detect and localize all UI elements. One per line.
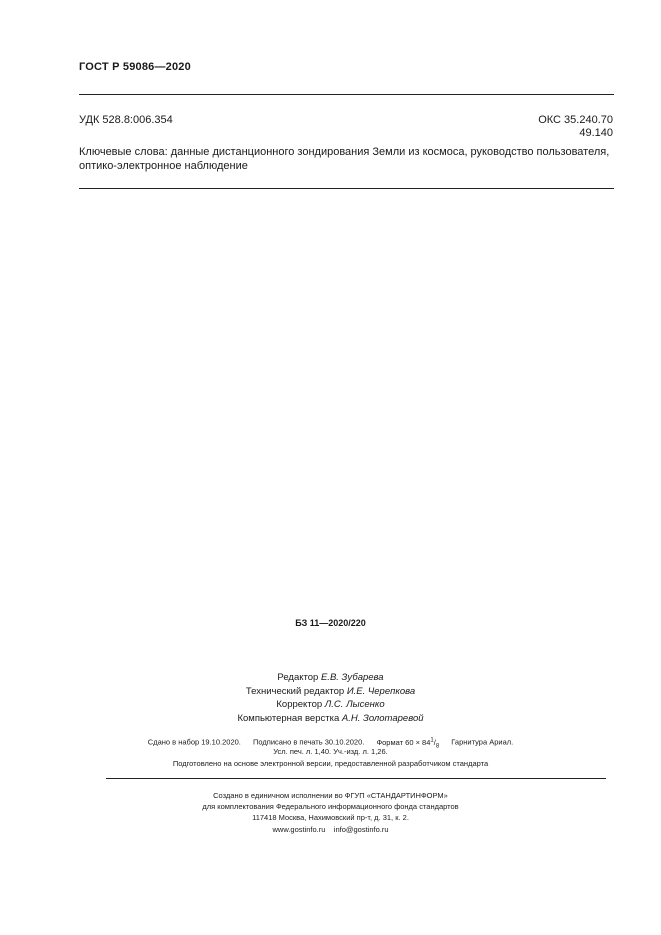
top-divider [79, 94, 614, 95]
print-info-line2 [0, 747, 661, 756]
keywords-divider [79, 188, 614, 189]
credit-tech-editor-name: И.Е. Черепкова [346, 685, 416, 697]
credit-tech-editor-label: Технический редактор [245, 685, 345, 697]
credit-corrector-name: Л.С. Лысенко [324, 699, 385, 711]
standard-code: ГОСТ Р 59086—2020 [79, 61, 191, 73]
credit-editor [0, 671, 661, 685]
format-numerator: 1 [430, 737, 434, 743]
format-prefix: Формат 60 × 84 [376, 737, 431, 747]
credit-corrector-label: Корректор [276, 699, 323, 711]
format-denominator: 8 [435, 743, 440, 749]
publisher-sheets: Уч.-изд. л. 1,26. [333, 747, 388, 756]
udc-code: УДК 528.8:006.354 [79, 114, 173, 126]
publisher-address: 117418 Москва, Нахимовский пр-т, д. 31, к. 2. [252, 813, 409, 823]
credit-layout-name: А.Н. Золотаревой [341, 712, 424, 724]
publisher-email[interactable]: info@gostinfo.ru [333, 824, 389, 834]
keywords: Ключевые слова: данные дистанционного зондирования Земли из космоса, руководство пользователя, оптико-электронное наблюдение [79, 146, 610, 172]
credit-layout-label: Компьютерная верстка [237, 712, 340, 724]
credit-tech-editor [0, 685, 661, 699]
credit-editor-name: Е.В. Зубарева [320, 672, 384, 683]
oks-code-2: 49.140 [579, 127, 613, 139]
prepared-note: Подготовлено на основе электронной версии, предоставленной разработчиком стандарта [172, 759, 489, 768]
oks-code-1: ОКС 35.240.70 [538, 114, 613, 126]
typeface: Гарнитура Ариал. [451, 737, 514, 747]
credit-layout [0, 712, 661, 726]
publisher-line2: для комплектования Федерального информационного фонда стандартов [202, 802, 459, 812]
bz-code: БЗ 11—2020/220 [295, 618, 366, 628]
credit-corrector [0, 698, 661, 712]
publisher-contacts [0, 824, 661, 835]
publisher-line1: Создано в единичном исполнении во ФГУП «СТАНДАРТИНФОРМ» [213, 791, 448, 800]
credits-block [0, 671, 661, 725]
signed-date: Подписано в печать 30.10.2020. [252, 737, 365, 747]
credit-editor-label: Редактор [277, 672, 319, 683]
publisher-website[interactable]: www.gostinfo.ru [272, 824, 326, 834]
publisher-block [0, 790, 661, 835]
submitted-date: Сдано в набор 19.10.2020. [147, 737, 241, 747]
bottom-divider [106, 778, 606, 779]
print-format: Формат $60 \times 84^1/_8$ [376, 737, 440, 749]
print-sheets: Усл. печ. л. 1,40. [273, 747, 332, 756]
